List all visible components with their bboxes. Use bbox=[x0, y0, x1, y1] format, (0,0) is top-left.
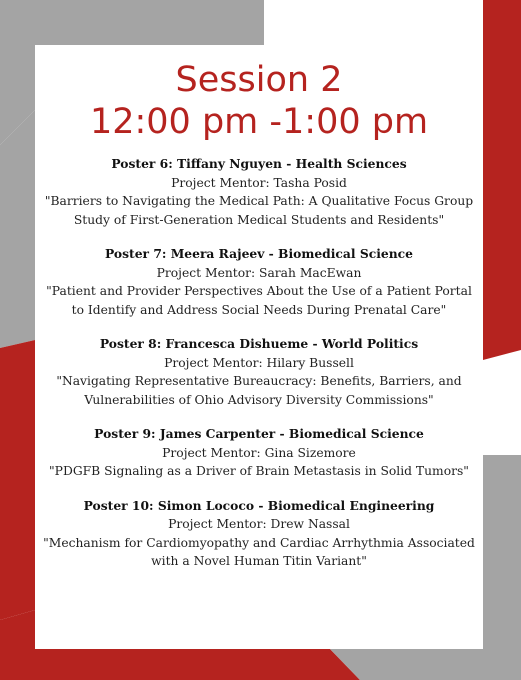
poster-title-line: "Mechanism for Cardiomyopathy and Cardiac Arrhythmia Associated bbox=[43, 535, 475, 550]
poster-title-line: to Identify and Address Social Needs During Prenatal Care" bbox=[71, 302, 447, 317]
poster-7 bbox=[35, 245, 483, 319]
gray-band-left bbox=[0, 110, 35, 348]
poster-heading: Poster 6: Tiffany Nguyen - Health Sciences bbox=[111, 156, 407, 171]
poster-title-line: Study of First-Generation Medical Students and Residents" bbox=[73, 212, 445, 227]
poster-title-line: with a Novel Human Titin Variant" bbox=[151, 554, 367, 568]
poster-heading: Poster 10: Simon Lococo - Biomedical Engineering bbox=[83, 497, 435, 513]
poster-8 bbox=[35, 335, 483, 409]
session-time: 12:00 pm -1:00 pm bbox=[89, 102, 429, 142]
poster-title-line: "Barriers to Navigating the Medical Path: A Qualitative Focus Group bbox=[44, 194, 474, 208]
gray-wedge-right bbox=[483, 455, 521, 680]
poster-title-line: Vulnerabilities of Ohio Advisory Diversity Commissions" bbox=[84, 392, 434, 407]
red-bar-right bbox=[483, 0, 521, 360]
poster-heading: Poster 8: Francesca Dishueme - World Politics bbox=[99, 336, 419, 351]
red-band-left bbox=[0, 340, 35, 620]
poster-mentor: Project Mentor: Tasha Posid bbox=[171, 175, 347, 190]
poster-mentor: Project Mentor: Gina Sizemore bbox=[162, 445, 356, 460]
poster-title-line: "Patient and Provider Perspectives About the Use of a Patient Portal bbox=[46, 284, 472, 298]
poster-6 bbox=[35, 155, 483, 229]
poster-10 bbox=[35, 497, 483, 571]
poster-title-line: "PDGFB Signaling as a Driver of Brain Metastasis in Solid Tumors" bbox=[49, 464, 469, 478]
poster-mentor: Project Mentor: Hilary Bussell bbox=[164, 355, 354, 370]
poster-heading: Poster 9: James Carpenter - Biomedical Science bbox=[94, 426, 424, 441]
poster-mentor: Project Mentor: Sarah MacEwan bbox=[156, 265, 362, 280]
poster-title-line: "Navigating Representative Bureaucracy: Benefits, Barriers, and bbox=[56, 374, 462, 388]
poster-9 bbox=[35, 425, 483, 481]
poster-heading: Poster 7: Meera Rajeev - Biomedical Science bbox=[105, 246, 413, 261]
poster-mentor: Project Mentor: Drew Nassal bbox=[168, 517, 350, 531]
session-title: Session 2 bbox=[175, 60, 343, 100]
session-card bbox=[35, 45, 483, 649]
